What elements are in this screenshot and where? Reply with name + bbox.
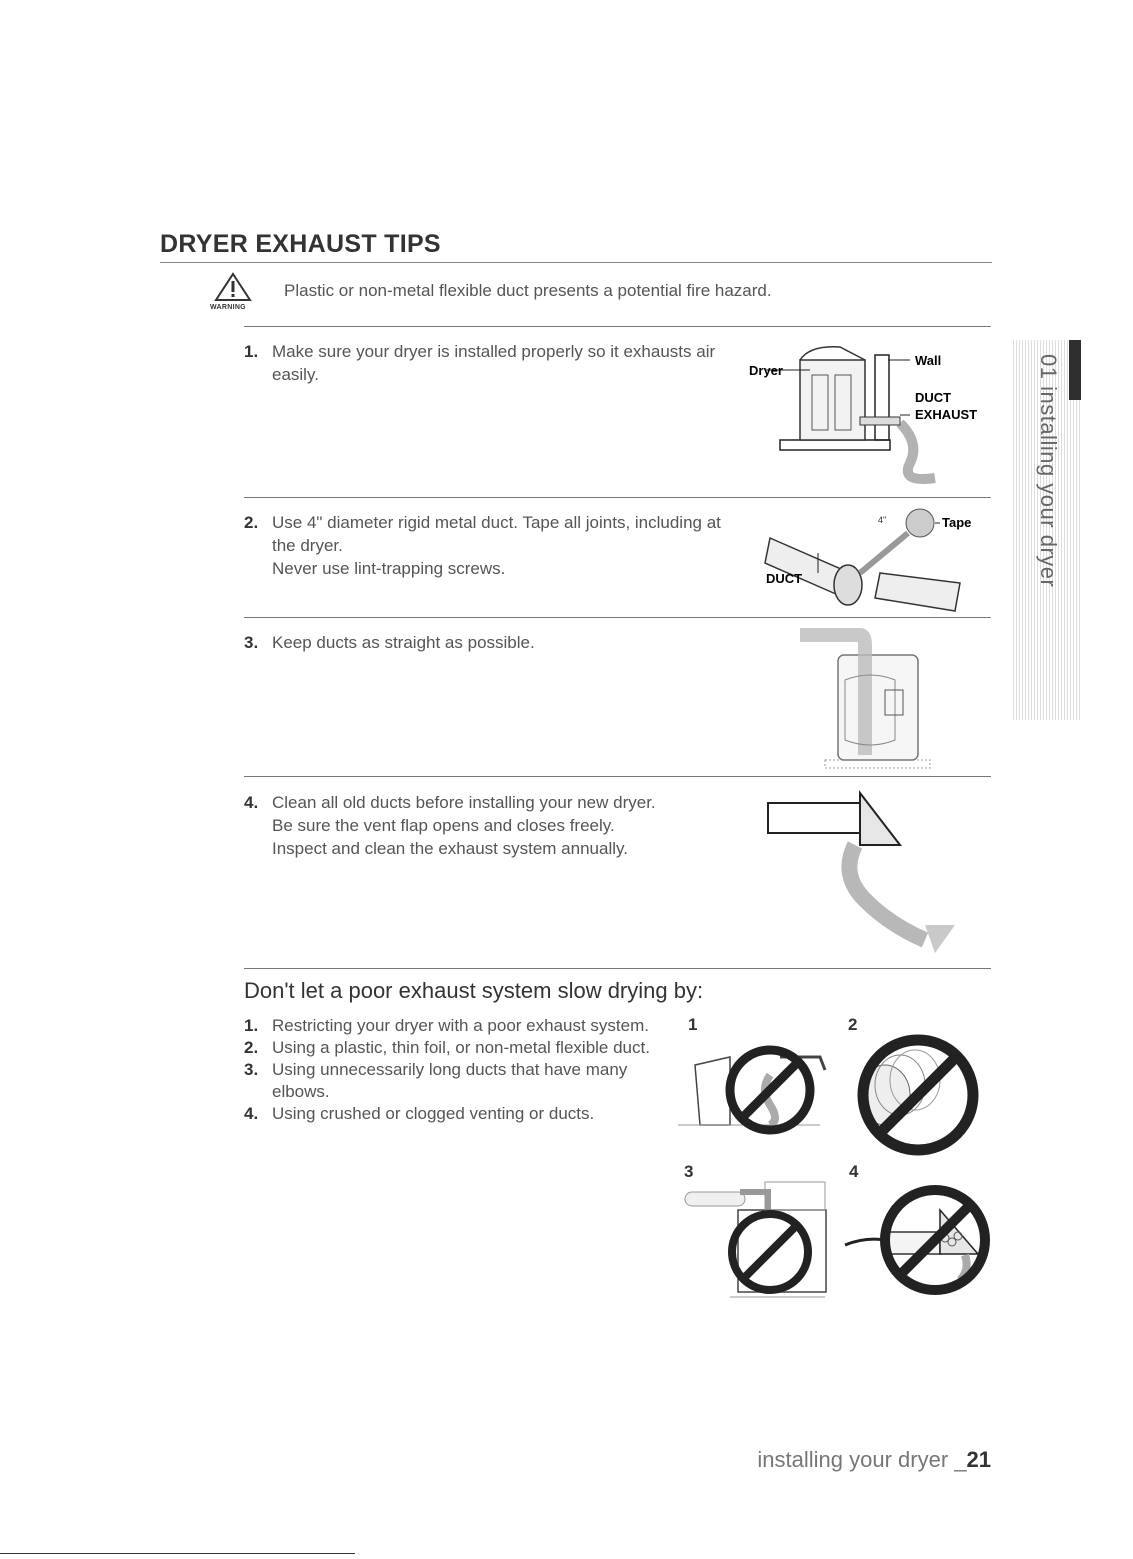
step-line: Clean all old ducts before installing your new dryer. [272,793,656,812]
causes-list [244,1015,684,1125]
page-number: 21 [966,1447,991,1472]
cause-item [244,1037,684,1059]
step-line: easily. [272,365,319,384]
duct-label: DUCT [915,390,952,405]
dryer-wall-duct-figure [750,335,990,495]
restricted-dryer-prohibited-figure [670,1035,835,1135]
step-3 [244,631,744,654]
warning-block [210,271,253,311]
cause-line: Using unnecessarily long ducts that have many [272,1060,628,1079]
title-divider [160,262,992,263]
divider-3 [244,617,991,618]
figure-number-2: 2 [848,1015,858,1034]
cause-number: 1. [244,1016,259,1035]
cause-line: Restricting your dryer with a poor exhaust system. [272,1016,649,1035]
step-number: 4. [244,793,259,812]
warning-triangle-icon [213,271,253,305]
tab-marker [1069,340,1081,400]
step-line: Never use lint-trapping screws. [272,559,506,578]
divider-2 [244,497,991,498]
bottom-rule [0,1553,355,1554]
cause-item [244,1103,684,1125]
cause-number: 4. [244,1104,259,1123]
diameter-label: 4" [878,515,887,525]
cause-number: 2. [244,1038,259,1057]
divider-4 [244,776,991,777]
cause-line: Using crushed or clogged venting or ducts. [272,1104,595,1123]
section-title: DRYER EXHAUST TIPS [160,230,441,258]
tape-label: Tape [942,515,972,530]
step-line: Keep ducts as straight as possible. [272,633,535,652]
cause-item [244,1059,684,1103]
step-number: 2. [244,513,259,532]
flexible-duct-prohibited-figure [840,1035,990,1155]
step-line: Be sure the vent flap opens and closes freely. [272,816,615,835]
vent-flap-figure [760,785,970,955]
dryer-label: Dryer [749,363,783,378]
step-1 [244,340,744,386]
divider-1 [244,326,991,327]
step-number: 1. [244,342,259,361]
warning-label: WARNING [210,304,246,311]
exhaust-label: EXHAUST [915,407,978,422]
step-line: Make sure your dryer is installed properly so it exhausts air [272,342,716,361]
step-line: the dryer. [272,536,343,555]
subheading: Don't let a poor exhaust system slow drying by: [244,978,704,1003]
clogged-duct-prohibited-figure [840,1180,995,1300]
rigid-duct-tape-figure [760,503,990,613]
warning-text: Plastic or non-metal flexible duct presents a potential fire hazard. [284,281,772,300]
divider-5 [244,968,991,969]
long-duct-prohibited-figure [680,1180,840,1300]
chapter-tab-label: 01 installing your dryer [1036,354,1061,588]
chapter-side-tab [1013,340,1081,720]
step-line: Use 4" diameter rigid metal duct. Tape all joints, including at [272,513,721,532]
step-2 [244,511,754,580]
page-footer [757,1447,991,1473]
cause-item [244,1015,684,1037]
wall-label: Wall [915,353,942,368]
figure-number-1: 1 [688,1015,698,1034]
step-line: Inspect and clean the exhaust system annually. [272,839,628,858]
cause-line: elbows. [272,1082,330,1101]
straight-duct-figure [800,630,960,770]
step-4 [244,791,744,860]
figure-number-3: 3 [684,1162,694,1181]
duct-label-2: DUCT [766,571,803,586]
cause-number: 3. [244,1060,259,1079]
figure-number-4: 4 [849,1162,859,1181]
step-number: 3. [244,633,259,652]
cause-line: Using a plastic, thin foil, or non-metal flexible duct. [272,1038,650,1057]
footer-text: installing your dryer _ [757,1447,967,1472]
